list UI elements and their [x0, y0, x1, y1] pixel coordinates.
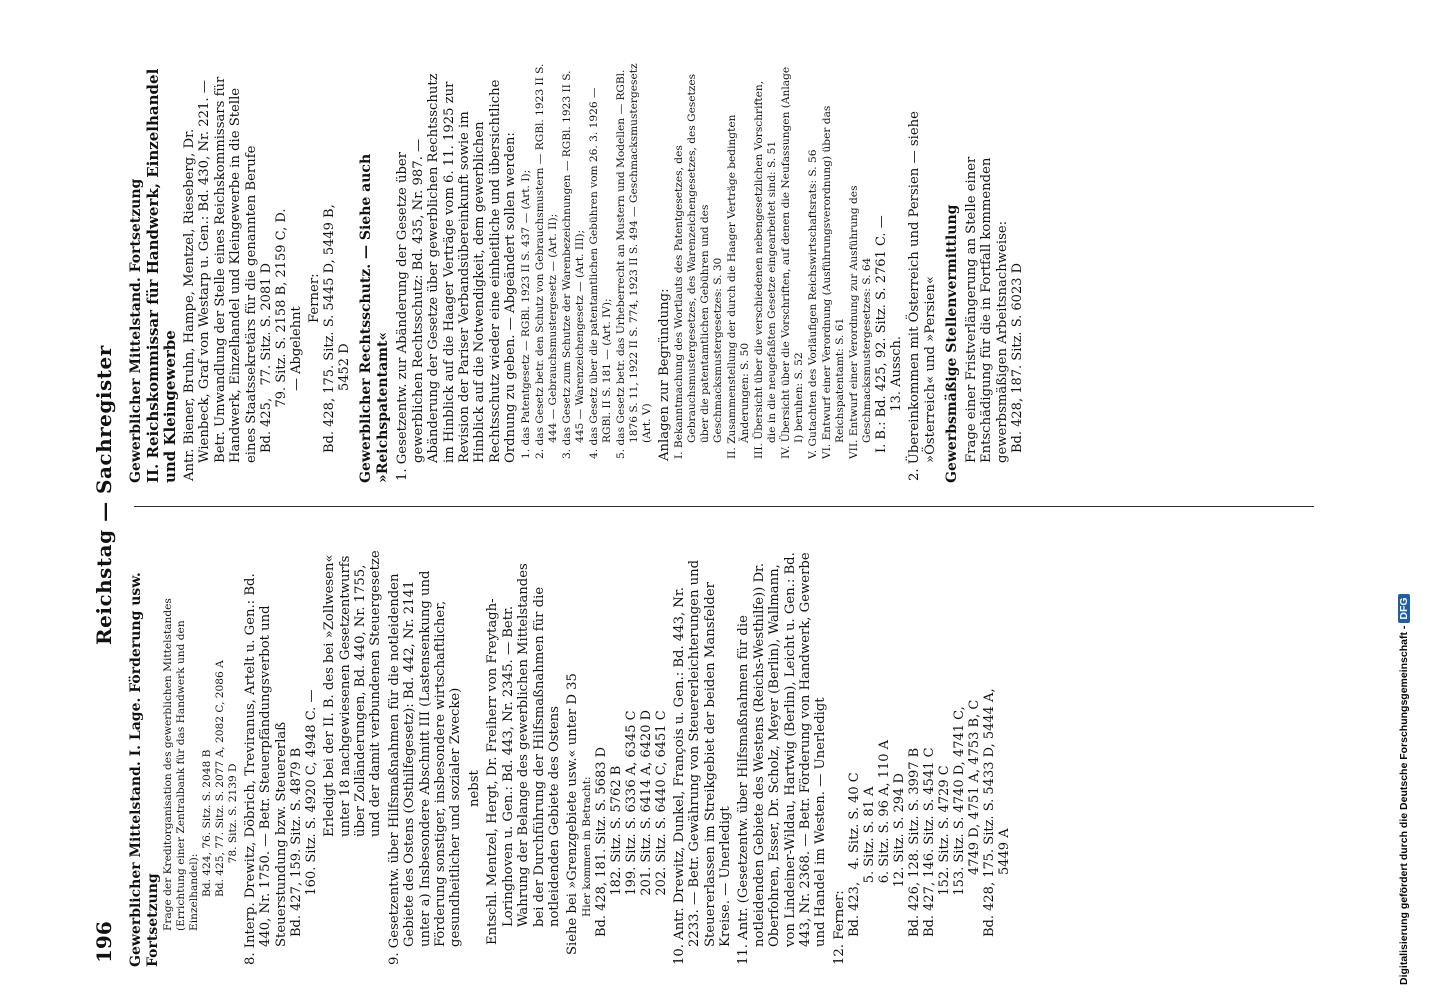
entry-12-refs: Bd. 423, 4. Sitz. S. 40 C 5. Sitz. S. 81 A 6. Sitz. S. 96 A, 110 A 12. Sitz. S. 294 D Bd. 426, 128. Sitz. S. 3997 B Bd. 427, 146. Sitz. S. 4541 C 152. Sitz. S. 4729 C 153. Sitz. S. 4740 D, 4741 C, 4749 D, 4751 A, 4753 B, C Bd. 428, 175. Sitz. S. 5433 D, 5444 A, 5449 A [847, 688, 1013, 937]
anlage-ii: II. Zusammenstellung der durch die Haager Verträge bedingten Änderungen: S. 50 [726, 114, 752, 459]
kredit-question: Frage der Kreditorganisation des gewerblichen Mittelstandes (Errichtung einer Zentralbank für das Handwerk und den Einzelhandel): [162, 598, 200, 931]
left-column [128, 547, 1012, 967]
right-column-heading: Gewerblicher Mittelstand. Fortsetzung [128, 178, 144, 483]
entry-9-refs: Bd. 428, 181. Sitz. S. 5683 D 182. Sitz. S. 5762 B 199. Sitz. S. 6336 A, 6345 C 201. Sitz. S. 6414 A, 6420 D 202. Sitz. S. 6440 C, 6451 C [593, 709, 669, 937]
entry-8-tail: Erledigt bei der II. B. des bei »Zollwesen« unter 18 nachgewiesenen Gesetzentwurfs über Zolländerungen, Bd. 440, Nr. 1755, und der damit verbundenen Steuergesetze [322, 550, 384, 837]
rechtsschutz-sub-3: 3. das Gesetz zum Schutze der Warenbezeichnungen — RGBl. 1923 II S. 445 — Warenzeichengesetz — (Art. III); [560, 70, 586, 459]
anlage-i: I. Bekanntmachung des Wortlauts des Patentgesetzes, des Gebrauchsmustergesetzes, des Warenzeichengesetzes, des Gesetzes über die patentamtlichen Gebühren und des Geschmacksmustergesetzes: S. 30 [673, 73, 725, 459]
anlage-vii: VII. Entwurf einer Verordnung zur Ausführung des Geschmacksmustergesetzes: S. 64 [848, 185, 874, 459]
anlage-iv: IV. Übersicht über die Vorschriften, auf denen die Neufassungen (Anlage I) beruhen: S. 52 [780, 66, 806, 459]
section-ii-ferner: Ferner: [307, 273, 323, 323]
rechtsschutz-entry-1: 1. Gesetzentw. zur Abänderung der Gesetze über gewerblichen Rechtsschutz: Bd. 435, Nr. 987. — Abänderung der Gesetze über gewerblichen Rechtsschutz im Hinblick auf die Haager Verträge vom 6. 11. 1925 zur Revision der Pariser Verbandsübereinkunft sowie im Hinblick auf die Notwendigkeit, dem gewerblichen Rechtsschutz wieder eine einheitliche und übersichtliche Ordnung zu geben. — Abgeändert sollen werden: [395, 73, 519, 481]
rechtsschutz-entry-1-refs: I. B.: Bd. 425, 92. Sitz. S. 2761 C. — 13. Aussch. [874, 215, 905, 453]
entry-9-entschliessung: Entschl. Mentzel, Hergt, Dr. Freiherr von Freytagh-Loringhoven u. Gen.: Bd. 443, Nr. 2345. — Betr. Wahrung der Belange des gewerblichen Mittelstandes bei der Durchführung der Hilfsmaßnahmen für die notleidenden Gebiete des Ostens [485, 563, 562, 945]
right-column [128, 63, 1025, 483]
anlage-vi: VI. Entwurf einer Verordnung (Ausführungsverordnung) über das Reichspatentamt: S. 61 [821, 105, 847, 459]
entry-9: 9. Gesetzentw. über Hilfsmaßnahmen für die notleidenden Gebiete des Ostens (Osthilfegesetz): Bd. 442, Nr. 2141 unter a) Insbesondere Abschnitt III (Lastensenkung und Förderung sonstiger, insbesondere wirtschaftlicher, gesundheitlicher und sozialer Zwecke) [386, 570, 464, 965]
entry-9-betracht: Hier kommen in Betracht: [580, 776, 593, 917]
digitization-credit [1398, 105, 1414, 985]
entry-11: 11. Antr. (Gesetzentw. über Hilfsmaßnahmen für die notleidenden Gebiete des Westens (Reichs-Westhilfe)) Dr. Oberfohren, Esser, Dr. Scholz, Meyer (Berlin), Wallmann, von Lindeiner-Wildau, Hartwig (Berlin), Leicht u. Gen.: Bd. 443, Nr. 2368. — Betr. Förderung von Handwerk, Gewerbe und Handel im Westen. — Unerledigt [736, 552, 829, 965]
section-ii-ferner-refs: Bd. 428, 175. Sitz. S. 5445 D, 5449 B, 5452 D [322, 204, 353, 453]
anlage-iii: III. Übersicht über die verschiedenen nebengesetzlichen Vorschriften, die in die neugefaßten Gesetze eingearbeitet sind: S. 51 [753, 80, 779, 459]
stellenvermittlung-text: Frage einer Fristverlängerung an Stelle einer Entschädigung für die in Fortfall kommenden gewerbsmäßigen Arbeitsnachweise: [963, 156, 1010, 463]
rechtsschutz-sub-1: 1. das Patentgesetz — RGBl. 1923 II S. 437 — (Art. I); [519, 169, 532, 459]
stellenvermittlung-refs: Bd. 428, 187. Sitz. S. 6023 D [1010, 262, 1026, 453]
left-column-heading: Gewerblicher Mittelstand. I. Lage. Förderung usw. Fortsetzung [128, 572, 161, 967]
running-head: Reichstag — Sachregister [92, 345, 116, 645]
entry-8: 8. Interp. Drewitz, Döbrich, Treviranus, Artelt u. Gen.: Bd. 440, Nr. 1750. — Betr. Steuerpfändungsverbot und Steuerstundung bzw. Steuererlaß [243, 573, 289, 965]
kredit-refs: Bd. 424, 76. Sitz. S. 2048 B Bd. 425, 77. Sitz. S. 2077 A, 2082 C, 2086 A 78. Sitz. S. 2139 D [201, 660, 239, 897]
rechtsschutz-heading: Gewerblicher Rechtsschutz. — Siehe auch »Reichspatentamt« [358, 153, 392, 483]
rechtsschutz-sub-4: 4. das Gesetz über die patentamtlichen Gebühren vom 26. 3. 1926 — RGBl. II S. 181 — (Art. IV); [587, 87, 613, 459]
rechtsschutz-sub-2: 2. das Gesetz betr. den Schutz von Gebrauchsmustern — RGBl. 1923 II S. 444 — Gebrauchsmustergesetz — (Art. II); [533, 63, 559, 459]
entry-9-nebst: nebst [466, 770, 482, 807]
column-divider [134, 506, 1314, 507]
anlage-v: V. Gutachten des Vorläufigen Reichswirtschaftsrats: S. 56 [807, 149, 820, 459]
section-ii-antrag: Antr. Biener, Bruhn, Hampe, Mentzel, Rieseberg, Dr. Wienbeck, Graf von Westarp u. Gen.: Bd. 430, Nr. 221. — Betr. Umwandlung der Stelle eines Reichskommissars für Handwerk, Einzelhandel und Kleingewerbe in die Stelle eines Staatssekretärs für die genannten Berufe [182, 76, 259, 481]
entry-8-refs: Bd. 427, 159. Sitz. S. 4879 B 160. Sitz. S. 4920 C, 4948 C. — [289, 689, 320, 937]
page-header [90, 35, 126, 975]
entry-9-siehe: Siehe bei »Grenzgebiete usw.« unter D 35 [565, 673, 581, 955]
digitization-credit-text: Digitalisierung gefördert durch die Deutsche Forschungsgemeinschaft - [1398, 625, 1410, 985]
rechtsschutz-entry-2: 2. Übereinkommen mit Österreich und Persien — siehe »Österreich« und »Persien« [907, 111, 938, 481]
entry-12: 12. Ferner: [831, 890, 847, 965]
section-ii-title: II. Reichskommissar für Handwerk, Einzelhandel und Kleingewerbe [144, 68, 179, 483]
rotated-book-page [90, 35, 1335, 975]
page-number: 196 [92, 921, 116, 963]
stellenvermittlung-heading: Gewerbsmäßige Stellenvermittlung [943, 204, 960, 483]
entry-10: 10. Antr. Drewitz, Dunkel, François u. Gen.: Bd. 443, Nr. 2233. — Betr. Gewährung von Steuererleichterungen und Steuererlassen im Streikgebiet der beiden Mansfelder Kreise. — Unerledigt [671, 559, 733, 965]
rechtsschutz-anlagen: Anlagen zur Begründung: [656, 288, 672, 461]
rechtsschutz-sub-5: 5. das Gesetz betr. das Urheberrecht an Mustern und Modellen — RGBl. 1876 S. 11, 1922 II S. 774, 1923 II S. 494 — Geschmacksmustergesetz (Art. V) [614, 63, 653, 459]
dfg-logo: DFG [1398, 594, 1410, 622]
section-ii-refs: Bd. 425, 77. Sitz. S. 2081 D 79. Sitz. S. 2158 B, 2159 C, D. — Abgelehnt [259, 208, 305, 453]
